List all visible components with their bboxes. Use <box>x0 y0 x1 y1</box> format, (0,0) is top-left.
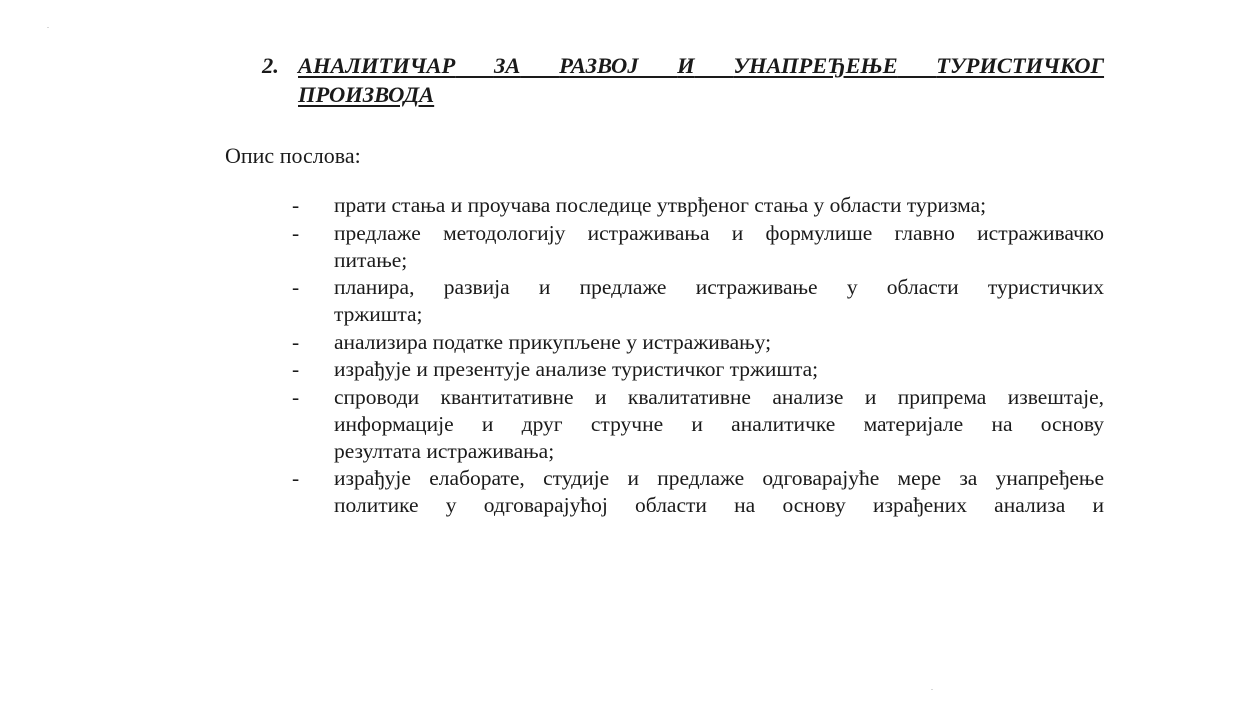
title-word: ЗА <box>493 53 521 78</box>
list-item-line: израђује елаборате, студије и предлаже одговарајуће мере за унапређење <box>334 466 1104 490</box>
list-dash: - <box>292 193 300 217</box>
title-word: УНАПРЕЂЕЊЕ <box>733 53 898 78</box>
list-item-line: информације и друг стручне и аналитичке материјале на основу <box>334 411 1104 436</box>
list-dash: - <box>292 275 300 299</box>
title-word: РАЗВОЈ <box>559 53 639 78</box>
list-item <box>292 192 1104 219</box>
duties-list <box>292 192 1104 520</box>
list-item-line: политике у одговарајућој области на основу израђених анализа и <box>334 493 1104 517</box>
section-title-line2: ПРОИЗВОДА <box>298 82 435 107</box>
section-title-line1 <box>298 51 1104 80</box>
list-item <box>292 465 1104 519</box>
list-item-line: планира, развија и предлаже истраживање у области туристичких <box>334 275 1104 299</box>
list-item <box>292 329 1104 356</box>
list-dash: - <box>292 329 300 354</box>
list-item-line: спроводи квантитативне и квалитативне анализе и припрема извештаје, <box>334 384 1104 409</box>
list-item-line: предлаже методологију истраживања и формулише главно истраживачко <box>334 220 1104 245</box>
list-item-line: анализира податке прикупљене у истраживању; <box>334 329 772 354</box>
list-dash: - <box>292 384 300 409</box>
list-item <box>292 384 1104 465</box>
scan-speck <box>931 689 933 690</box>
title-word: АНАЛИТИЧАР <box>298 53 456 78</box>
list-item <box>292 220 1104 274</box>
title-word: И <box>677 53 695 78</box>
list-item-line: тржишта; <box>334 302 423 326</box>
list-item-line: резултата истраживања; <box>334 438 555 463</box>
section-title <box>298 51 1104 109</box>
list-item-line: израђује и презентује анализе туристичког тржишта; <box>334 357 819 381</box>
list-dash: - <box>292 220 300 245</box>
section-number: 2. <box>262 53 279 78</box>
list-item-line: питање; <box>334 247 408 272</box>
list-dash: - <box>292 357 300 381</box>
job-description-label: Опис послова: <box>225 143 361 168</box>
list-item <box>292 274 1104 328</box>
title-word: ТУРИСТИЧКОГ <box>936 53 1105 78</box>
list-item-line: прати стања и проучава последице утврђеног стања у области туризма; <box>334 193 987 217</box>
list-item <box>292 356 1104 383</box>
list-dash: - <box>292 466 300 490</box>
scan-speck <box>47 27 49 28</box>
